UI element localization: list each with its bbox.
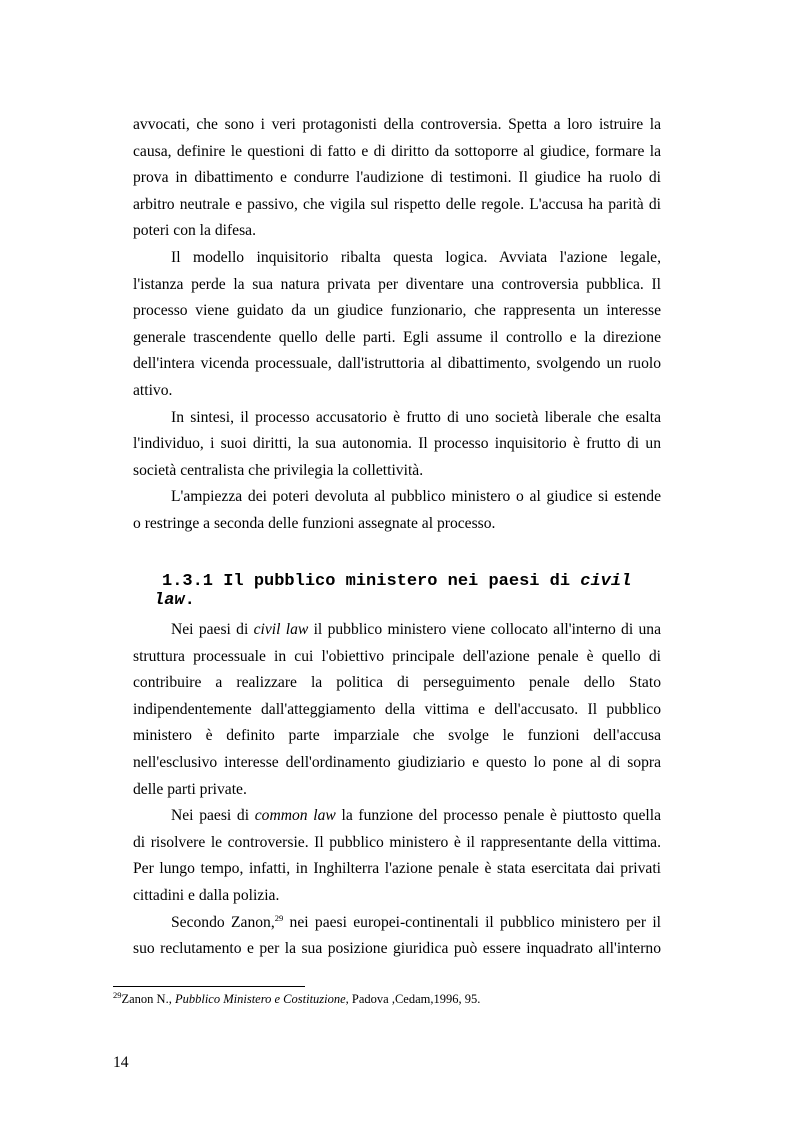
text-line: Il modello inquisitorio ribalta questa logica. Avviata l'azione legale,	[171, 248, 661, 266]
text-line: Nei paesi di common law la funzione del processo penale è piuttosto quella	[171, 807, 662, 825]
footnote-author: Zanon N.,	[121, 992, 175, 1006]
text-line: cittadini e dalla polizia.	[133, 886, 280, 904]
top-section	[133, 112, 661, 538]
italic-term: common law	[254, 807, 336, 825]
text-line: causa, definire le questioni di fatto e di diritto da sottoporre al giudice, formare la	[133, 142, 661, 160]
text-line: attivo.	[133, 381, 173, 399]
text-line: ministero è definito parte imparziale che svolge le funzioni dell'accusa	[133, 727, 661, 745]
text-line: contribuire a realizzare la politica di perseguimento penale dello Stato	[133, 674, 661, 692]
text-line: nell'esclusivo interesse dell'ordinamento giudiziario e questo lo pone al di sopra	[133, 753, 661, 771]
paragraph-2	[133, 245, 661, 405]
section-title: Il pubblico ministero nei paesi di	[223, 572, 571, 591]
text-line: arbitro neutrale e passivo, che vigila sul rispetto delle regole. L'accusa ha parità di	[133, 195, 661, 213]
text-line: Per lungo tempo, infatti, in Inghilterra l'azione penale è stata esercitata dai privati	[133, 860, 661, 878]
section-title-end: .	[184, 591, 195, 610]
bottom-section	[133, 617, 661, 963]
paragraph-civil-law	[133, 617, 661, 803]
text-line: prova in dibattimento e condurre l'audizione di testimoni. Il giudice ha ruolo di	[133, 169, 661, 187]
text-line: l'individuo, i suoi diritti, la sua autonomia. Il processo inquisitorio è frutto di un	[133, 435, 661, 453]
text-line: delle parti private.	[133, 780, 247, 798]
text-line: Secondo Zanon,$^{29}$ nei paesi europei-continentali il pubblico ministero per il	[171, 912, 662, 931]
italic-term: civil law	[253, 621, 309, 638]
text-line: dell'intera vicenda processuale, dall'istruttoria al dibattimento, svolgendo un ruolo	[133, 355, 661, 373]
paragraph-3	[133, 405, 661, 485]
text-line: poteri con la difesa.	[133, 222, 256, 240]
text-line: Nei paesi di civil law il pubblico ministero viene collocato all'interno di una	[171, 621, 661, 638]
text-line: suo reclutamento e per la sua posizione giuridica può essere inquadrato all'interno	[133, 940, 661, 958]
text-line: o restringe a seconda delle funzioni assegnate al processo.	[133, 514, 496, 532]
section-number: 1.3.1	[162, 572, 214, 591]
text-line: generale trascendente quello delle parti. Egli assume il controllo e la direzione	[133, 328, 661, 346]
section-heading	[154, 572, 674, 610]
section-title-italic: law	[154, 591, 185, 610]
text-line: In sintesi, il processo accusatorio è frutto di uno società liberale che esalta	[171, 408, 661, 426]
footnote-title: Pubblico Ministero e Costituzione,	[174, 992, 349, 1006]
paragraph-common-law	[133, 803, 661, 909]
paragraph-4	[133, 484, 661, 537]
section-title-italic: civil	[580, 572, 632, 591]
page-number: 14	[113, 1054, 129, 1071]
text-line: società centralista che privilegia la collettività.	[133, 461, 424, 479]
footnote	[113, 991, 480, 1007]
text-line: avvocati, che sono i veri protagonisti della controversia. Spetta a loro istruire la	[133, 116, 661, 133]
paragraph-zanon	[133, 910, 661, 963]
text-line: processo viene guidato da un giudice funzionario, che rappresenta un interesse	[133, 302, 661, 320]
paragraph-1	[133, 112, 661, 245]
text-line: L'ampiezza dei poteri devoluta al pubblico ministero o al giudice si estende	[171, 488, 661, 506]
text-line: struttura processuale in cui l'obiettivo principale dell'azione penale è quello di	[133, 647, 661, 665]
text-line: l'istanza perde la sua natura privata per diventare una controversia pubblica. Il	[133, 275, 661, 293]
footnote-details: Padova ,Cedam,1996, 95.	[348, 992, 481, 1006]
text-line: di risolvere le controversie. Il pubblico ministero è il rappresentante della vittima.	[133, 833, 661, 851]
footnote-divider	[113, 986, 305, 987]
text-line: indipendentemente dall'atteggiamento della vittima e dell'accusato. Il pubblico	[133, 700, 661, 718]
footnote-number: 29	[113, 989, 122, 1000]
footnote-reference[interactable]: 29	[274, 912, 284, 923]
